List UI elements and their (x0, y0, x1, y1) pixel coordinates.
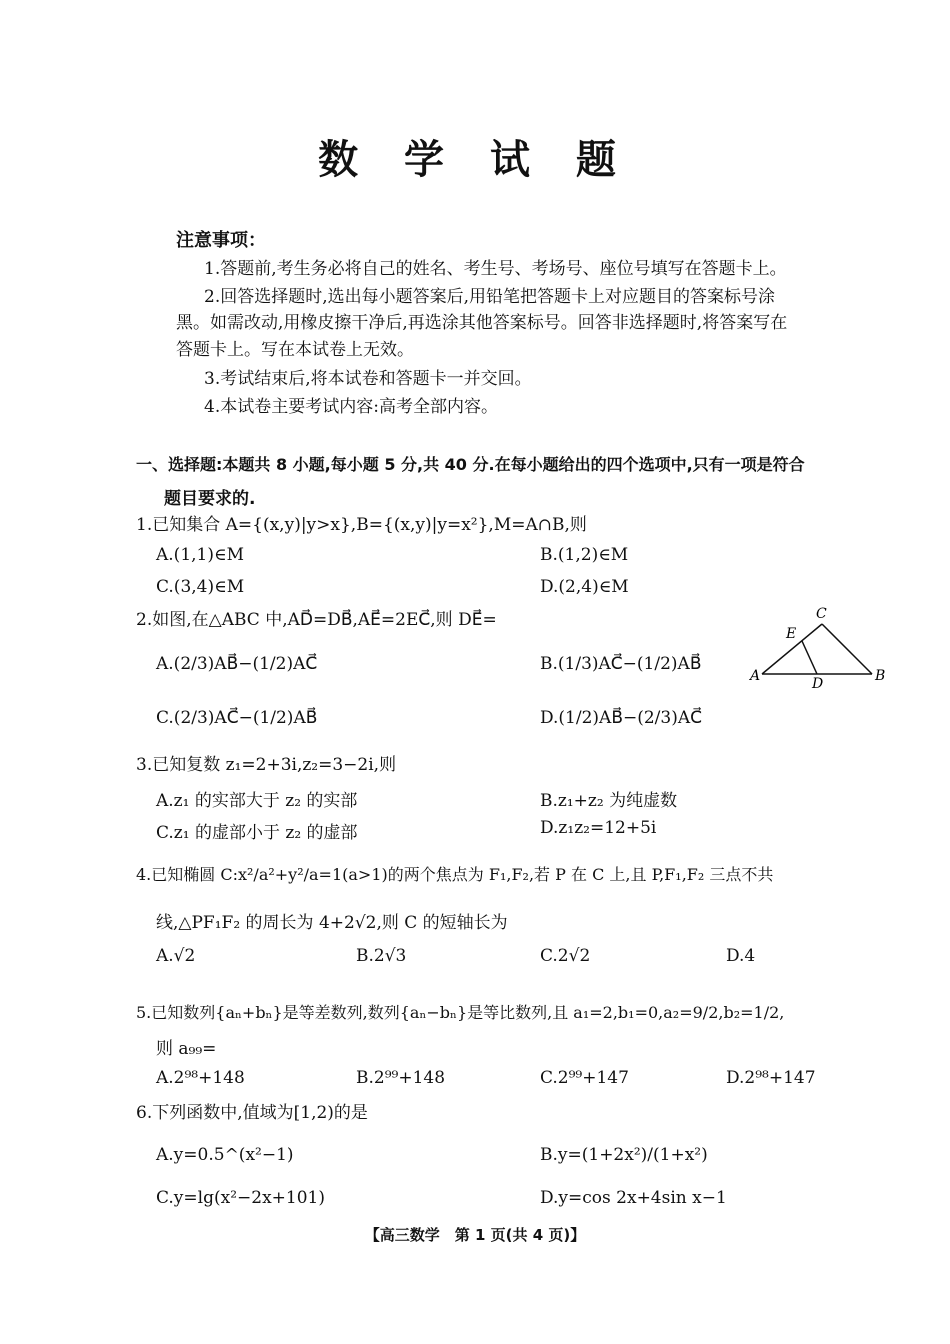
question-4-stem-cont: 线,△PF₁F₂ 的周长为 4+2√2,则 C 的短轴长为 (156, 913, 508, 933)
q2-option-d: D.(1/2)AB⃗−(2/3)AC⃗ (540, 708, 703, 728)
q3-option-d: D.z₁z₂=12+5i (540, 818, 657, 838)
q5-option-a: A.2⁹⁸+148 (156, 1068, 245, 1088)
question-1-stem: 1.已知集合 A={(x,y)|y>x},B={(x,y)|y=x²},M=A∩B,则 (136, 515, 587, 535)
question-3-stem: 3.已知复数 z₁=2+3i,z₂=3−2i,则 (136, 755, 397, 775)
label-c: C (816, 606, 827, 622)
q4-option-a: A.√2 (156, 946, 196, 966)
section-heading-cont: 题目要求的. (164, 489, 256, 509)
q1-option-b: B.(1,2)∈M (540, 545, 629, 565)
note-line: 4.本试卷主要考试内容:高考全部内容。 (204, 397, 498, 417)
triangle-figure (740, 604, 890, 688)
q4-option-b: B.2√3 (356, 946, 407, 966)
q3-option-b: B.z₁+z₂ 为纯虚数 (540, 791, 678, 811)
q2-option-b: B.(1/3)AC⃗−(1/2)AB⃗ (540, 654, 702, 674)
note-line: 1.答题前,考生务必将自己的姓名、考生号、考场号、座位号填写在答题卡上。 (204, 259, 787, 279)
q6-option-d: D.y=cos 2x+4sin x−1 (540, 1188, 727, 1208)
q5-option-c: C.2⁹⁹+147 (540, 1068, 629, 1088)
page-footer: 【高三数学 第 1 页(共 4 页)】 (364, 1226, 586, 1244)
q6-option-a: A.y=0.5^(x²−1) (156, 1145, 294, 1165)
question-4-stem: 4.已知椭圆 C:x²/a²+y²/a=1(a>1)的两个焦点为 F₁,F₂,若 P 在 C 上,且 P,F₁,F₂ 三点不共 (136, 865, 774, 884)
label-b: B (875, 668, 886, 684)
notes-heading: 注意事项： (176, 230, 266, 251)
question-5-stem: 5.已知数列{aₙ+bₙ}是等差数列,数列{aₙ−bₙ}是等比数列,且 a₁=2,b₁=0,a₂=9/2,b₂=1/2, (136, 1003, 785, 1022)
q5-option-b: B.2⁹⁹+148 (356, 1068, 446, 1088)
note-line: 答题卡上。写在本试卷上无效。 (176, 340, 414, 360)
note-line: 3.考试结束后,将本试卷和答题卡一并交回。 (204, 369, 532, 389)
label-e: E (786, 626, 797, 642)
q1-option-d: D.(2,4)∈M (540, 577, 629, 597)
q6-option-c: C.y=lg(x²−2x+101) (156, 1188, 325, 1208)
segment-de (802, 641, 817, 674)
q2-option-c: C.(2/3)AC⃗−(1/2)AB⃗ (156, 708, 318, 728)
q5-option-d: D.2⁹⁸+147 (726, 1068, 816, 1088)
note-line: 黑。如需改动,用橡皮擦干净后,再选涂其他答案标号。回答非选择题时,将答案写在 (176, 313, 788, 333)
q2-option-a: A.(2/3)AB⃗−(1/2)AC⃗ (156, 654, 318, 674)
q1-option-c: C.(3,4)∈M (156, 577, 245, 597)
label-a: A (750, 668, 761, 684)
q4-option-d: D.4 (726, 946, 756, 966)
page-title: 数 学 试 题 (318, 137, 632, 183)
q1-option-a: A.(1,1)∈M (156, 545, 244, 565)
q6-option-b: B.y=(1+2x²)/(1+x²) (540, 1145, 708, 1165)
section-heading: 一、选择题:本题共 8 小题,每小题 5 分,共 40 分.在每小题给出的四个选项中,只有一项是符合 (136, 455, 805, 474)
note-line: 2.回答选择题时,选出每小题答案后,用铅笔把答题卡上对应题目的答案标号涂 (204, 287, 776, 307)
question-5-stem-cont: 则 a₉₉= (156, 1039, 217, 1059)
label-d: D (812, 676, 824, 688)
side-cb (822, 624, 872, 674)
question-6-stem: 6.下列函数中,值域为[1,2)的是 (136, 1103, 368, 1123)
question-2-stem: 2.如图,在△ABC 中,AD⃗=DB⃗,AE⃗=2EC⃗,则 DE⃗= (136, 610, 497, 630)
q3-option-a: A.z₁ 的实部大于 z₂ 的实部 (156, 791, 358, 811)
q3-option-c: C.z₁ 的虚部小于 z₂ 的虚部 (156, 823, 358, 843)
q4-option-c: C.2√2 (540, 946, 591, 966)
